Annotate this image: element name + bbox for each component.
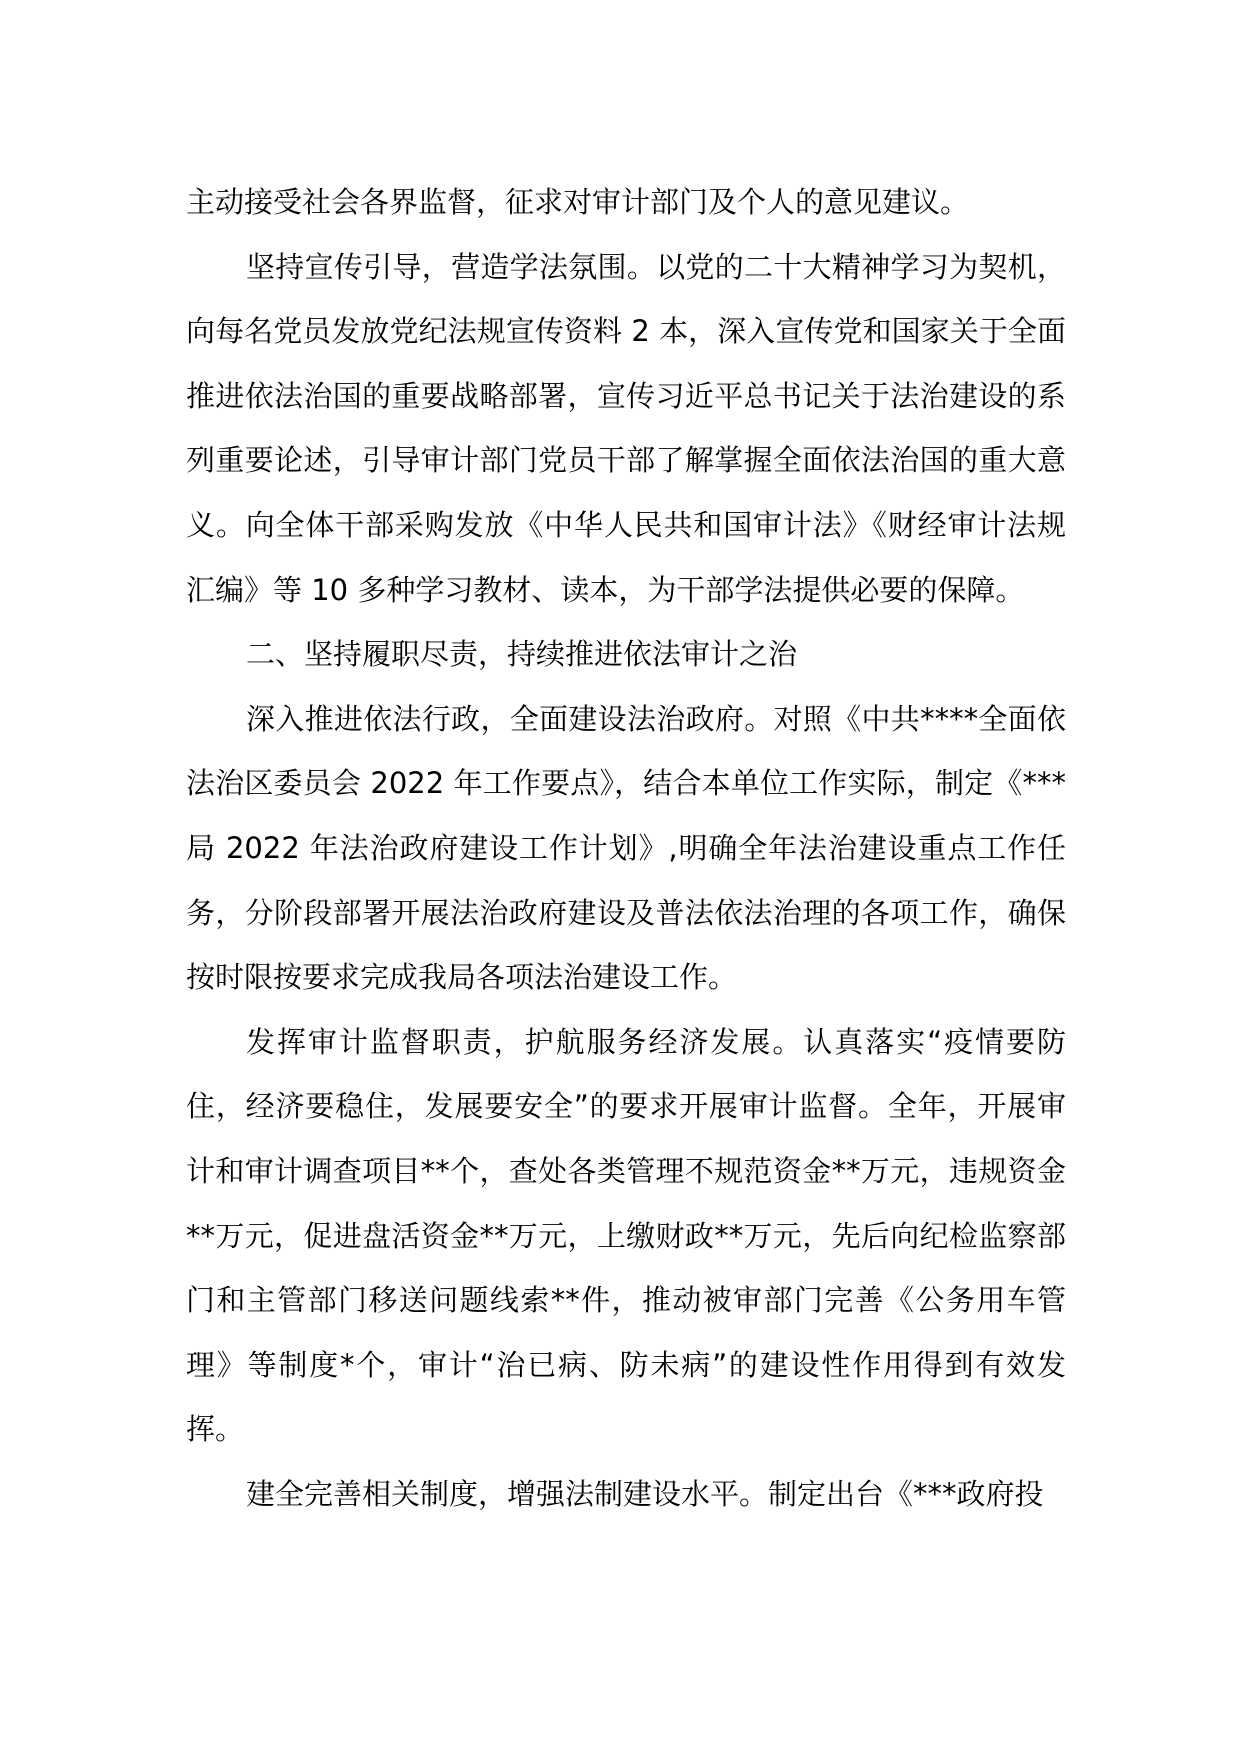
paragraph-system-improvement: 建全完善相关制度，增强法制建设水平。制定出台《***政府投 bbox=[246, 1476, 1044, 1511]
paragraph-continuation: 主动接受社会各界监督，征求对审计部门及个人的意见建议。 bbox=[186, 185, 970, 219]
paragraph-law-based-administration: 深入推进依法行政，全面建设法治政府。对照《中共****全面依法治区委员会 2022 年工作要点》，结合本单位工作实际，制定《***局 2022 年法治政府建设工作计划》,明确全年法治建设重点工作任务，分阶段部署开展法治政府建设及普法依法治理的各项工作，确保按时限按要求完成我局各项法治建设工作。 bbox=[186, 701, 1066, 995]
paragraph-publicity-guidance: 坚持宣传引导，营造学法氛围。以党的二十大精神学习为契机，向每名党员发放党纪法规宣传资料 2 本，深入宣传党和国家关于全面推进依法治国的重要战略部署，宣传习近平总书记关于法治建设的系列重要论述，引导审计部门党员干部了解掌握全面依法治国的重大意义。向全体干部采购发放《中华人民共和国审计法》《财经审计法规汇编》等 10 多种学习教材、读本，为干部学法提供必要的保障。 bbox=[186, 249, 1066, 607]
paragraph-audit-supervision: 发挥审计监督职责，护航服务经济发展。认真落实“疫情要防住，经济要稳住，发展要安全”的要求开展审计监督。全年，开展审计和审计调查项目**个，查处各类管理不规范资金**万元，违规资金**万元，促进盘活资金**万元，上缴财政**万元，先后向纪检监察部门和主管部门移送问题线索**件，推动被审部门完善《公务用车管理》等制度*个，审计“治已病、防未病”的建设性作用得到有效发挥。 bbox=[186, 1024, 1066, 1447]
document-body bbox=[186, 170, 1066, 1526]
section-heading-duty: 二、坚持履职尽责，持续推进依法审计之治 bbox=[246, 637, 798, 672]
